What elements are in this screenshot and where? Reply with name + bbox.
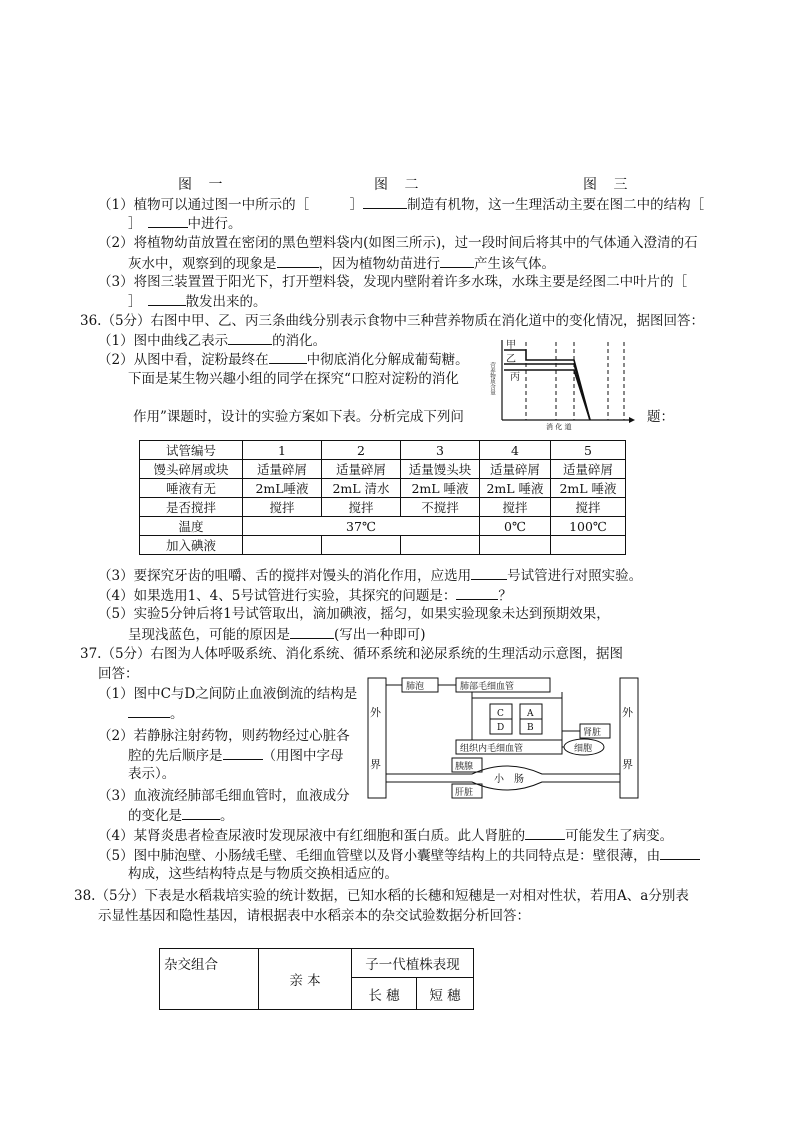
outside-left-label-1: 外	[370, 706, 381, 719]
chamber-a: A	[527, 709, 534, 719]
table-cell: 2	[322, 441, 401, 460]
tissue-capillary-label: 组织内毛细血管	[460, 744, 524, 754]
curve-jia	[504, 350, 590, 420]
answer-cell[interactable]	[401, 536, 480, 555]
figure-3-title: 图 三	[583, 177, 634, 193]
table-cell: 适量碎屑	[480, 460, 551, 479]
answer-blank[interactable]	[228, 330, 272, 345]
series-label-bing: 丙	[510, 372, 520, 383]
table-row	[140, 498, 626, 517]
q36-item-2-context-2a: 作用”课题时，设计的实验方案如下表。分析完成下列问	[133, 409, 464, 425]
q36-item-2-context-2b: 题：	[647, 409, 674, 425]
answer-blank[interactable]	[148, 213, 188, 228]
table-cell: 试管编号	[140, 441, 243, 460]
answer-blank[interactable]	[277, 253, 319, 268]
answer-blank[interactable]	[148, 291, 186, 306]
q36-item-2-context-1: 下面是某生物兴趣小组的同学在探究“口腔对淀粉的消化	[128, 371, 459, 387]
q37-item-1-line-2: 。	[128, 703, 184, 724]
table-cell: 1	[243, 441, 322, 460]
q36-item-5-line-1: （5）实验5分钟后将1号试管取出，滴加碘液，摇匀，如果实验现象未达到预期效果，	[98, 606, 610, 622]
table-cell: 4	[480, 441, 551, 460]
q37-item-3-line-2: 的变化是 。	[128, 805, 234, 826]
lung-capillary-label: 肺部毛细血管	[460, 682, 515, 692]
q37-heading-line-1: 37.（5分）右图为人体呼吸系统、消化系统、循环系统和泌尿系统的生理活动示意图，据图	[80, 646, 624, 662]
answer-blank[interactable]	[525, 825, 565, 840]
table-row	[140, 536, 626, 555]
q36-item-2: （2）从图中看，淀粉最终在 中彻底消化分解成葡萄糖。	[98, 349, 469, 370]
chart-x-arrow	[629, 417, 635, 423]
q35-item-3-line-2: ］ 散发出来的。	[128, 291, 267, 312]
chart-x-label: 消 化 道	[546, 423, 572, 431]
table-row	[160, 949, 474, 978]
q36-item-3: （3）要探究牙齿的咀嚼、舌的搅拌对馒头的消化作用，应选用 号试管进行对照实验。	[98, 565, 642, 586]
table-cell: 唾液有无	[140, 479, 243, 498]
table-cell: 搅拌	[480, 498, 551, 517]
table-cell: 适量碎屑	[322, 460, 401, 479]
q37-item-5-line-1: （5）图中肺泡壁、小肠绒毛壁、毛细血管壁以及肾小囊壁等结构上的共同特点是：壁很薄，由	[98, 845, 700, 866]
q38-heading-line-2: 示显性基因和隐性基因，请根据表中水稻亲本的杂交试验数据分析回答：	[98, 908, 530, 924]
table-cell: 适量碎屑	[551, 460, 626, 479]
q36-item-1: （1）图中曲线乙表示 的消化。	[98, 330, 326, 351]
table-cell: 适量碎屑	[243, 460, 322, 479]
liver-label: 肝脏	[455, 788, 474, 798]
table-cell: 短 穗	[417, 978, 474, 1010]
q37-item-5-line-2: 构成，这些结构特点是与物质交换相适应的。	[128, 866, 398, 882]
table-cell: 2mL 唾液	[480, 479, 551, 498]
answer-blank[interactable]	[223, 745, 263, 760]
q35-item-1-line-2: ］ 中进行。	[128, 213, 242, 234]
figure-1-title: 图 一	[178, 177, 229, 193]
chamber-d: D	[497, 723, 505, 733]
table-row	[140, 441, 626, 460]
outside-right-label-1: 外	[622, 706, 633, 719]
table-row	[140, 460, 626, 479]
pancreas-label: 胰腺	[455, 762, 474, 772]
outside-left-label-2: 界	[370, 758, 381, 771]
table-cell: 不搅拌	[401, 498, 480, 517]
table-cell: 2mL 唾液	[401, 479, 480, 498]
table-cell: 是否搅拌	[140, 498, 243, 517]
table-row	[140, 517, 626, 536]
digestion-curve-chart	[490, 334, 642, 430]
q37-item-2-line-1: （2）若静脉注射药物，则药物经过心脏各	[98, 728, 350, 744]
outside-left-box	[368, 678, 386, 798]
q38-heading-line-1: 38.（5分）下表是水稻栽培实验的统计数据，已知水稻的长穗和短穗是一对相对性状，若用A、a分别表	[74, 888, 689, 904]
table-cell: 2mL唾液	[243, 479, 322, 498]
answer-cell[interactable]	[322, 536, 401, 555]
answer-blank[interactable]	[456, 585, 498, 600]
q35-item-3-line-1: （3）将图三装置置于阳光下，打开塑料袋，发现内壁附着许多水珠，水珠主要是经图二中叶片的［	[98, 274, 688, 290]
q35-item-1-line-1: （1）植物可以通过图一中所示的［ ］ 制造有机物，这一生理活动主要在图二中的结构［	[98, 194, 704, 215]
table-cell: 3	[401, 441, 480, 460]
table-cell: 搅拌	[322, 498, 401, 517]
q37-item-3-line-1: （3）血液流经肺部毛细血管时，血液成分	[98, 788, 350, 804]
experiment-table	[139, 440, 626, 555]
q36-heading: 36.（5分）右图中甲、乙、丙三条曲线分别表示食物中三种营养物质在消化道中的变化情况，据图回答：	[80, 313, 705, 329]
answer-blank[interactable]	[363, 194, 407, 209]
answer-blank[interactable]	[182, 805, 220, 820]
q37-item-2-line-2: 腔的先后顺序是 （用图中字母	[128, 745, 344, 766]
q35-item-2-line-1: （2）将植物幼苗放置在密闭的黑色塑料袋内(如图三所示)，过一段时间后将其中的气体通入澄清的石	[98, 235, 698, 251]
table-cell: 0℃	[480, 517, 551, 536]
small-intestine-label: 小 肠	[494, 774, 524, 785]
table-cell: 37℃	[243, 517, 480, 536]
table-cell: 5	[551, 441, 626, 460]
cell-label: 细胞	[574, 744, 593, 754]
alveoli-label: 肺泡	[406, 682, 425, 692]
kidney-label: 肾脏	[583, 728, 602, 738]
table-cell: 搅拌	[551, 498, 626, 517]
answer-blank[interactable]	[269, 349, 307, 364]
chamber-c: C	[497, 709, 504, 719]
chart-y-label: 营养物质含量	[489, 362, 495, 395]
figure-2-title: 图 二	[374, 177, 425, 193]
answer-cell[interactable]	[480, 536, 551, 555]
q36-item-4: （4）如果选用1、4、5号试管进行实验，其探究的问题是： ？	[98, 585, 512, 606]
table-cell: 100℃	[551, 517, 626, 536]
outside-right-box	[620, 678, 638, 798]
table-cell: 2mL 唾液	[551, 479, 626, 498]
table-cell: 长 穗	[352, 978, 417, 1010]
q37-item-4: （4）某肾炎患者检查尿液时发现尿液中有红细胞和蛋白质。此人肾脏的 可能发生了病变。	[98, 825, 673, 846]
answer-blank[interactable]	[660, 845, 700, 860]
table-cell: 杂交组合	[160, 949, 259, 1010]
q37-item-2-line-3: 表示）。	[128, 766, 176, 782]
answer-blank[interactable]	[440, 253, 474, 268]
q37-item-1-line-1: （1）图中C与D之间防止血液倒流的结构是	[98, 686, 358, 702]
table-cell: 温度	[140, 517, 243, 536]
q36-item-5-line-2: 呈现浅蓝色，可能的原因是 (写出一种即可)	[128, 624, 426, 645]
table-cell: 2mL 清水	[322, 479, 401, 498]
answer-cell[interactable]	[243, 536, 322, 555]
answer-cell[interactable]	[551, 536, 626, 555]
table-cell: 加入碘液	[140, 536, 243, 555]
q35-item-2-line-2: 灰水中，观察到的现象是 ，因为植物幼苗进行 产生该气体。	[128, 253, 555, 274]
series-label-yi: 乙	[506, 354, 516, 365]
series-label-jia: 甲	[506, 340, 516, 351]
table-cell: 搅拌	[243, 498, 322, 517]
table-cell: 亲 本	[259, 949, 352, 1010]
table-cell: 子一代植株表现	[352, 949, 474, 978]
chamber-b: B	[527, 723, 534, 733]
table-cell: 适量馒头块	[401, 460, 480, 479]
outside-right-label-2: 界	[622, 758, 633, 771]
table-cell: 馒头碎屑或块	[140, 460, 243, 479]
answer-blank[interactable]	[128, 703, 170, 718]
intestine-top	[386, 766, 620, 774]
hybridization-table	[159, 948, 474, 1010]
answer-blank[interactable]	[471, 565, 507, 580]
answer-blank[interactable]	[290, 624, 334, 639]
physiology-diagram	[362, 676, 642, 800]
q37-heading-line-2: 回答：	[98, 666, 139, 682]
table-row	[140, 479, 626, 498]
